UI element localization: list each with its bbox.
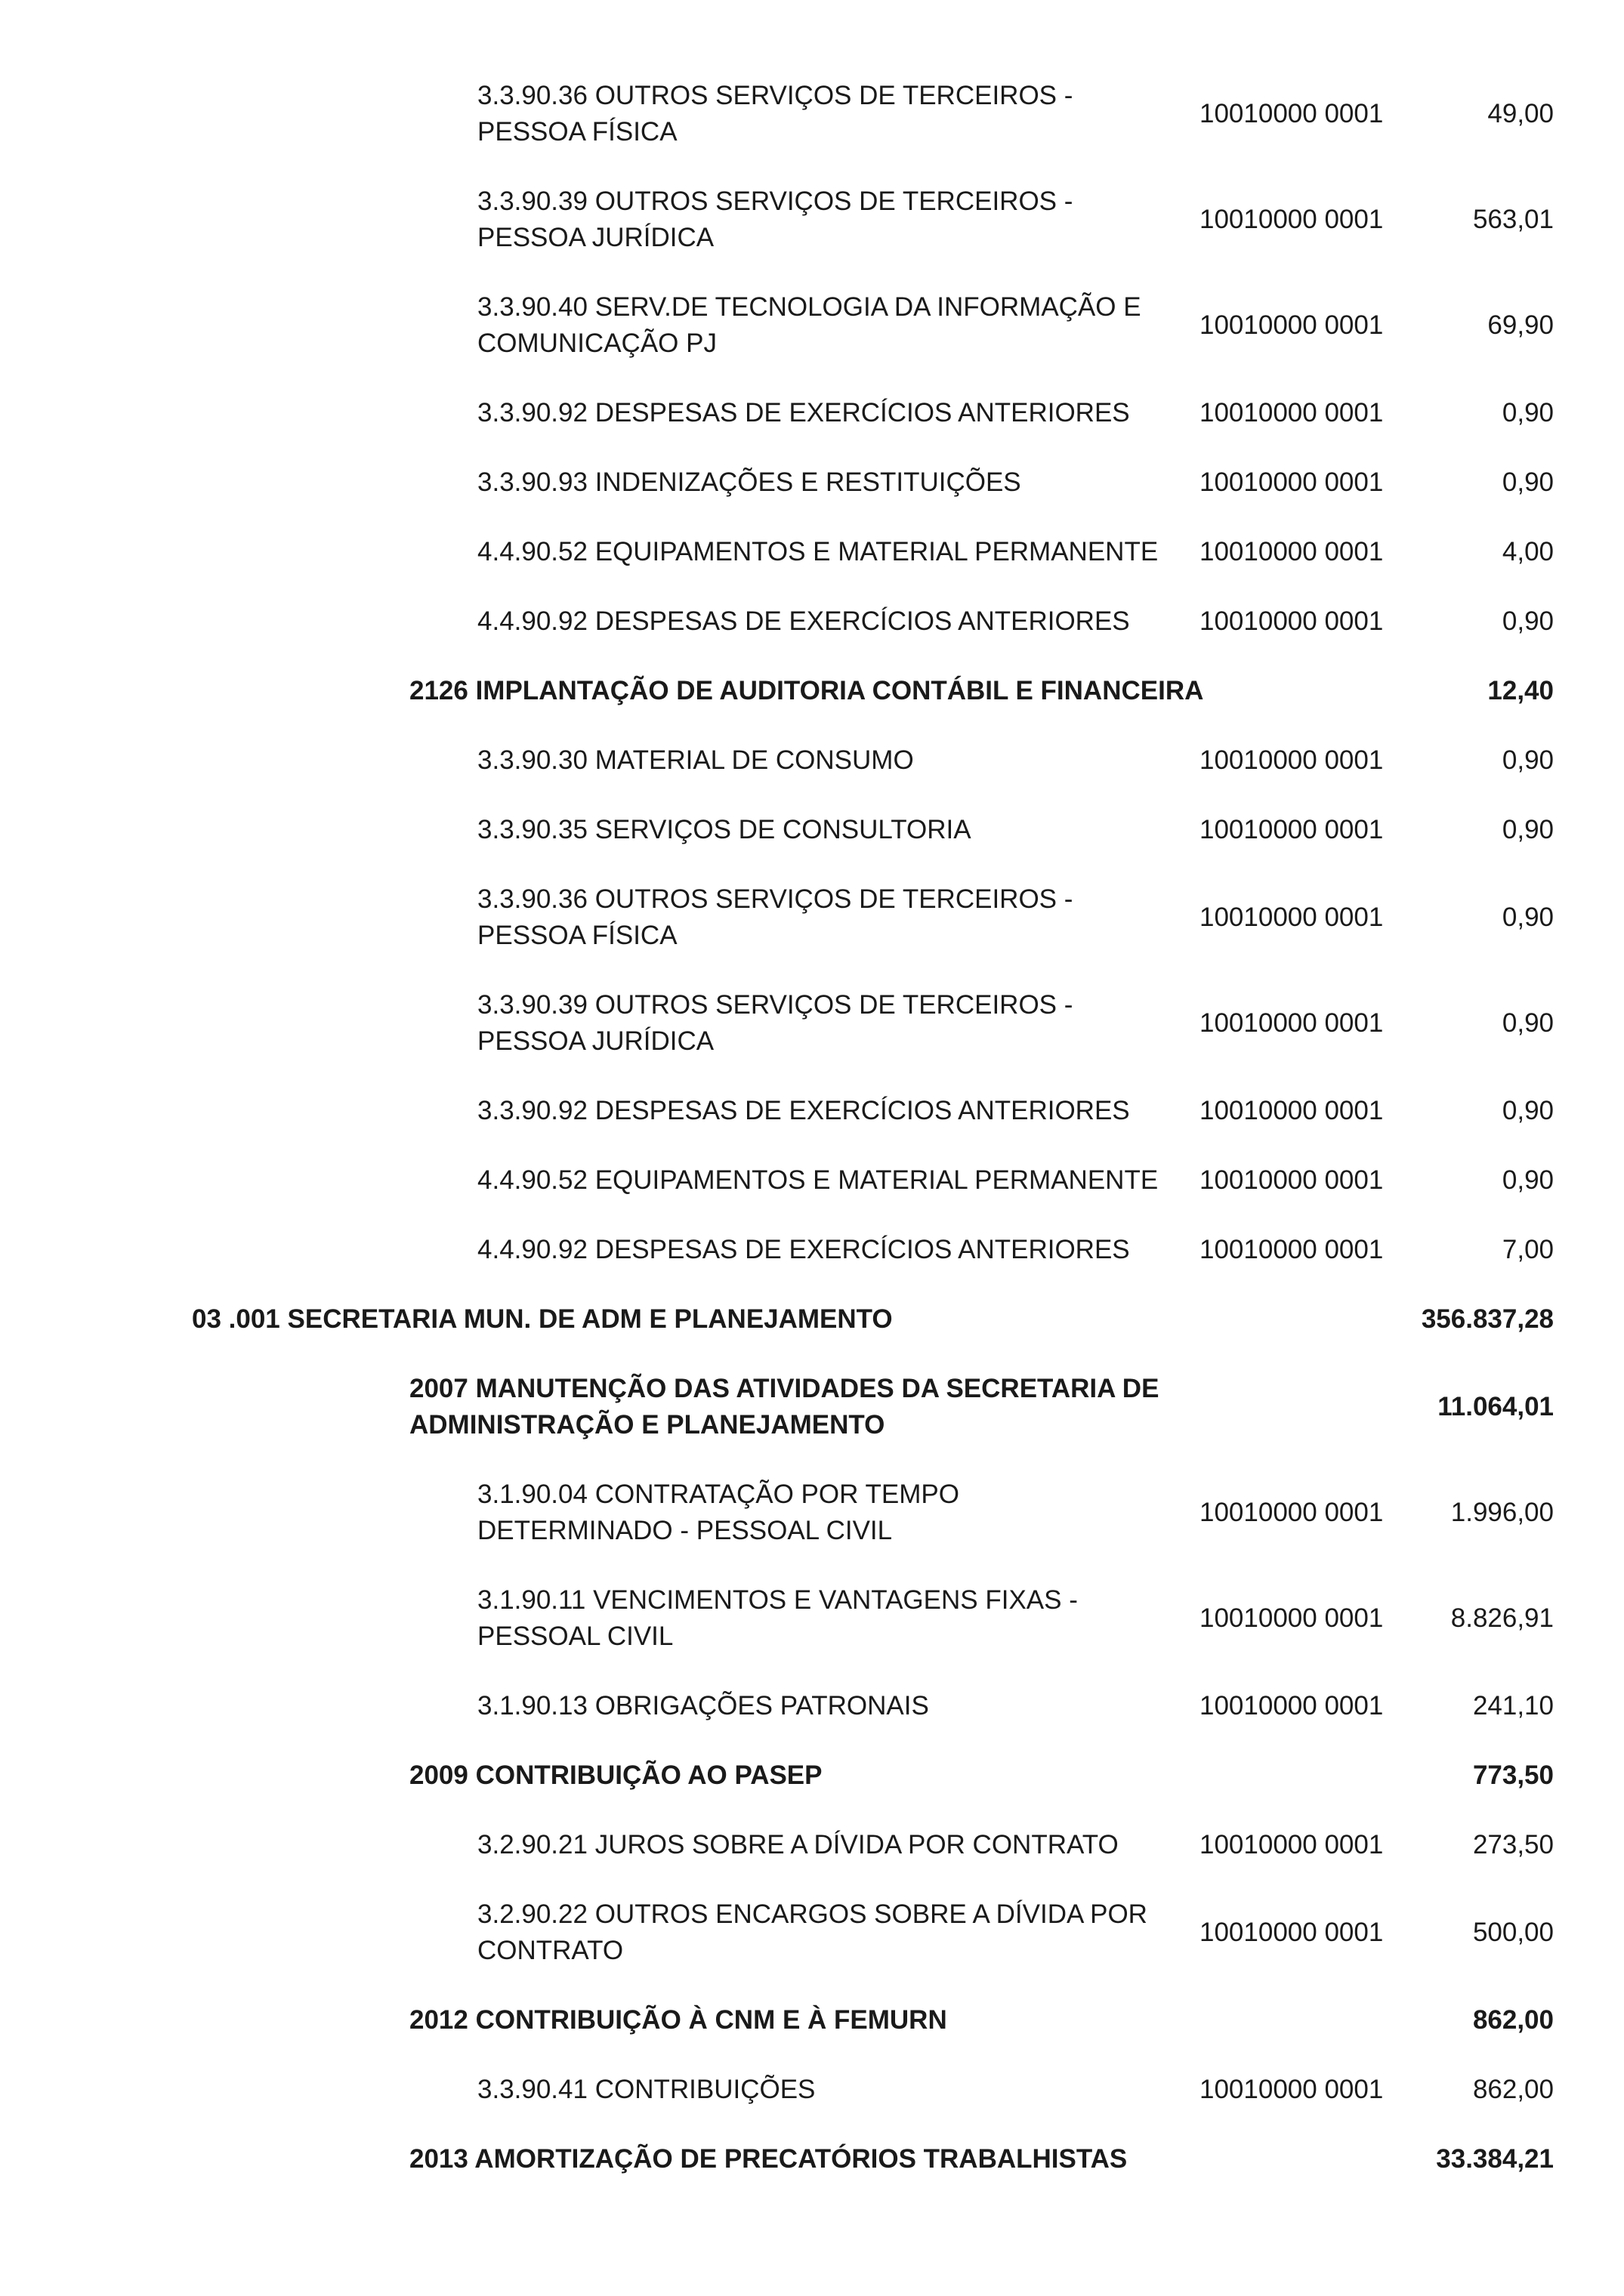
row-description-line: 3.3.90.30 MATERIAL DE CONSUMO xyxy=(477,745,914,775)
row-description-line: 3.3.90.92 DESPESAS DE EXERCÍCIOS ANTERIORES xyxy=(477,398,1130,427)
row-source-code: 10010000 0001 xyxy=(1199,205,1384,234)
row-description xyxy=(477,1093,1199,1129)
row-source-code: 10010000 0001 xyxy=(1199,1603,1384,1633)
row-source-code: 10010000 0001 xyxy=(1199,398,1384,427)
row-amount: 1.996,00 xyxy=(1450,1498,1554,1527)
row-amount: 11.064,01 xyxy=(1437,1392,1554,1421)
row-source-code: 10010000 0001 xyxy=(1199,745,1384,775)
budget-item-row xyxy=(0,742,1624,779)
row-amount: 0,90 xyxy=(1502,1096,1554,1125)
row-description xyxy=(477,1232,1199,1268)
row-amount: 0,90 xyxy=(1502,606,1554,636)
row-description xyxy=(409,673,1225,709)
row-description-line: PESSOA FÍSICA xyxy=(477,921,678,950)
row-amount: 69,90 xyxy=(1487,310,1554,340)
budget-item-row xyxy=(0,603,1624,640)
row-source-code: 10010000 0001 xyxy=(1199,1235,1384,1264)
row-description xyxy=(477,78,1199,150)
row-description xyxy=(477,184,1199,256)
row-amount: 49,00 xyxy=(1487,99,1554,128)
row-source-code: 10010000 0001 xyxy=(1199,1691,1384,1720)
row-source-code: 10010000 0001 xyxy=(1199,2075,1384,2104)
row-amount: 356.837,28 xyxy=(1421,1304,1554,1334)
row-amount: 241,10 xyxy=(1472,1691,1554,1720)
row-description xyxy=(477,289,1199,362)
row-amount: 773,50 xyxy=(1472,1761,1554,1790)
row-source-code: 10010000 0001 xyxy=(1199,903,1384,932)
row-description-line: PESSOA JURÍDICA xyxy=(477,1026,715,1056)
row-amount: 862,00 xyxy=(1472,2005,1554,2035)
row-description xyxy=(477,603,1199,640)
program-row xyxy=(0,673,1624,709)
row-amount: 0,90 xyxy=(1502,1165,1554,1195)
budget-item-row xyxy=(0,2072,1624,2108)
row-description xyxy=(477,534,1199,570)
row-description-line: 3.3.90.36 OUTROS SERVIÇOS DE TERCEIROS - xyxy=(477,884,1073,914)
program-row xyxy=(0,2002,1624,2038)
row-description-line: DETERMINADO - PESSOAL CIVIL xyxy=(477,1516,893,1545)
budget-item-row xyxy=(0,881,1624,954)
row-description xyxy=(477,1896,1199,1969)
budget-item-row xyxy=(0,1232,1624,1268)
budget-item-row xyxy=(0,987,1624,1060)
row-amount: 0,90 xyxy=(1502,468,1554,497)
row-source-code: 10010000 0001 xyxy=(1199,1918,1384,1947)
program-row xyxy=(0,1757,1624,1794)
row-description-line: 4.4.90.92 DESPESAS DE EXERCÍCIOS ANTERIORES xyxy=(477,1235,1130,1264)
row-source-code: 10010000 0001 xyxy=(1199,1165,1384,1195)
row-source-code: 10010000 0001 xyxy=(1199,1096,1384,1125)
budget-item-row xyxy=(0,464,1624,501)
row-description xyxy=(477,987,1199,1060)
row-description-line: 3.3.90.41 CONTRIBUIÇÕES xyxy=(477,2075,816,2104)
row-description xyxy=(477,1582,1199,1655)
row-amount: 273,50 xyxy=(1472,1830,1554,1859)
budget-item-row xyxy=(0,812,1624,848)
row-description-line: PESSOAL CIVIL xyxy=(477,1622,674,1651)
row-description-line: 4.4.90.92 DESPESAS DE EXERCÍCIOS ANTERIORES xyxy=(477,606,1130,636)
row-amount: 33.384,21 xyxy=(1436,2144,1554,2174)
row-amount: 0,90 xyxy=(1502,1008,1554,1038)
row-description-line: 2009 CONTRIBUIÇÃO AO PASEP xyxy=(409,1761,823,1790)
row-description-line: 2013 AMORTIZAÇÃO DE PRECATÓRIOS TRABALHISTAS xyxy=(409,2144,1128,2174)
row-amount: 500,00 xyxy=(1472,1918,1554,1947)
row-description-line: 3.3.90.93 INDENIZAÇÕES E RESTITUIÇÕES xyxy=(477,468,1021,497)
row-amount: 563,01 xyxy=(1472,205,1554,234)
row-source-code: 10010000 0001 xyxy=(1199,310,1384,340)
budget-item-row xyxy=(0,78,1624,150)
row-amount: 0,90 xyxy=(1502,745,1554,775)
row-amount: 12,40 xyxy=(1487,676,1554,705)
row-description xyxy=(477,1477,1199,1549)
row-source-code: 10010000 0001 xyxy=(1199,468,1384,497)
row-description xyxy=(192,1301,1325,1338)
unit-row xyxy=(0,1301,1624,1338)
row-description-line: ADMINISTRAÇÃO E PLANEJAMENTO xyxy=(409,1410,885,1440)
row-description xyxy=(409,2002,1225,2038)
budget-item-row xyxy=(0,1827,1624,1863)
row-source-code: 10010000 0001 xyxy=(1199,1498,1384,1527)
row-description xyxy=(477,1827,1199,1863)
row-description-line: 3.1.90.13 OBRIGAÇÕES PATRONAIS xyxy=(477,1691,929,1720)
row-amount: 0,90 xyxy=(1502,398,1554,427)
row-description xyxy=(477,812,1199,848)
row-description-line: PESSOA FÍSICA xyxy=(477,117,678,147)
row-description xyxy=(477,881,1199,954)
row-description-line: 3.3.90.35 SERVIÇOS DE CONSULTORIA xyxy=(477,815,971,844)
row-description-line: 3.1.90.04 CONTRATAÇÃO POR TEMPO xyxy=(477,1480,959,1509)
program-row xyxy=(0,1371,1624,1443)
budget-item-row xyxy=(0,395,1624,431)
row-source-code: 10010000 0001 xyxy=(1199,1008,1384,1038)
row-description-line: 3.3.90.40 SERV.DE TECNOLOGIA DA INFORMAÇÃO E xyxy=(477,292,1141,322)
program-row xyxy=(0,2141,1624,2177)
row-description-line: CONTRATO xyxy=(477,1936,624,1965)
row-amount: 4,00 xyxy=(1502,537,1554,566)
row-description-line: PESSOA JURÍDICA xyxy=(477,223,715,252)
row-description-line: 3.2.90.21 JUROS SOBRE A DÍVIDA POR CONTRATO xyxy=(477,1830,1119,1859)
row-amount: 862,00 xyxy=(1472,2075,1554,2104)
row-amount: 7,00 xyxy=(1502,1235,1554,1264)
row-source-code: 10010000 0001 xyxy=(1199,99,1384,128)
row-description xyxy=(477,742,1199,779)
row-description-line: 3.3.90.39 OUTROS SERVIÇOS DE TERCEIROS - xyxy=(477,990,1073,1020)
budget-item-row xyxy=(0,1162,1624,1199)
budget-item-row xyxy=(0,534,1624,570)
budget-item-row xyxy=(0,1093,1624,1129)
budget-item-row xyxy=(0,184,1624,256)
row-description-line: 2126 IMPLANTAÇÃO DE AUDITORIA CONTÁBIL E FINANCEIRA xyxy=(409,676,1204,705)
row-description xyxy=(477,1688,1199,1724)
row-description xyxy=(477,1162,1199,1199)
row-description-line: 3.1.90.11 VENCIMENTOS E VANTAGENS FIXAS - xyxy=(477,1585,1078,1615)
row-description-line: 3.3.90.92 DESPESAS DE EXERCÍCIOS ANTERIORES xyxy=(477,1096,1130,1125)
row-description-line: 3.3.90.39 OUTROS SERVIÇOS DE TERCEIROS - xyxy=(477,187,1073,216)
row-description-line: 4.4.90.52 EQUIPAMENTOS E MATERIAL PERMANENTE xyxy=(477,1165,1159,1195)
row-description-line: 2012 CONTRIBUIÇÃO À CNM E À FEMURN xyxy=(409,2005,947,2035)
row-source-code: 10010000 0001 xyxy=(1199,1830,1384,1859)
budget-item-row xyxy=(0,1896,1624,1969)
budget-item-row xyxy=(0,1688,1624,1724)
row-description-line: COMUNICAÇÃO PJ xyxy=(477,329,717,358)
row-description-line: 2007 MANUTENÇÃO DAS ATIVIDADES DA SECRETARIA DE xyxy=(409,1374,1159,1403)
row-description-line: 03 .001 SECRETARIA MUN. DE ADM E PLANEJAMENTO xyxy=(192,1304,893,1334)
budget-item-row xyxy=(0,1477,1624,1549)
budget-item-row xyxy=(0,1582,1624,1655)
row-description xyxy=(477,2072,1199,2108)
row-description-line: 4.4.90.52 EQUIPAMENTOS E MATERIAL PERMANENTE xyxy=(477,537,1159,566)
row-amount: 0,90 xyxy=(1502,815,1554,844)
row-description xyxy=(409,1757,1225,1794)
row-description xyxy=(409,1371,1225,1443)
row-description xyxy=(477,464,1199,501)
row-description-line: 3.2.90.22 OUTROS ENCARGOS SOBRE A DÍVIDA POR xyxy=(477,1899,1147,1929)
row-amount: 0,90 xyxy=(1502,903,1554,932)
row-description xyxy=(477,395,1199,431)
row-description xyxy=(409,2141,1225,2177)
row-amount: 8.826,91 xyxy=(1450,1603,1554,1633)
row-source-code: 10010000 0001 xyxy=(1199,815,1384,844)
row-source-code: 10010000 0001 xyxy=(1199,537,1384,566)
budget-item-row xyxy=(0,289,1624,362)
row-source-code: 10010000 0001 xyxy=(1199,606,1384,636)
row-description-line: 3.3.90.36 OUTROS SERVIÇOS DE TERCEIROS - xyxy=(477,81,1073,110)
